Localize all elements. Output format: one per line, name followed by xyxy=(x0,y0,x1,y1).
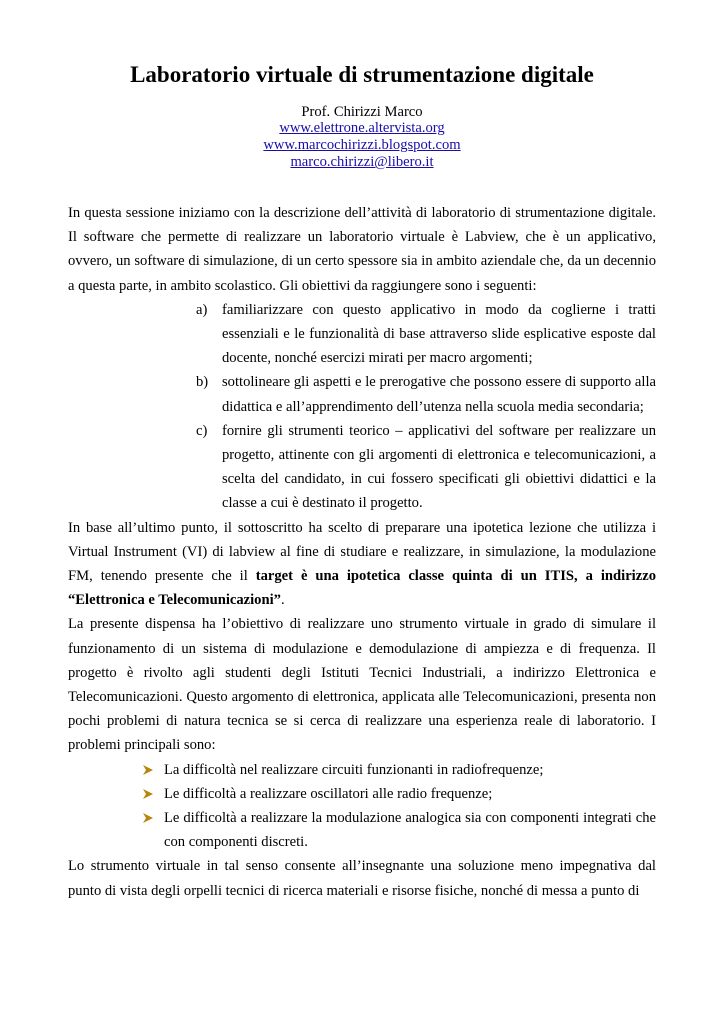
list-item xyxy=(164,758,656,782)
target-text-end: . xyxy=(280,592,285,609)
list-text: fornire gli strumenti teorico – applicativi del software per realizzare un progetto, attinente con gli argomenti di elettronica e telecomunicazioni, a scelta del candidato, in cui fossero specificati gli obiettivi didattici e la classe a cui è destinato il progetto. xyxy=(222,422,656,512)
list-item xyxy=(164,806,656,854)
list-item xyxy=(196,370,656,418)
list-text: familiarizzare con questo applicativo in modo da coglierne i tratti essenziali e le funzionalità di base attraverso slide esplicative esposte dal docente, nonché esercizi mirati per macro argomenti; xyxy=(222,301,656,367)
objectives-list xyxy=(68,298,656,516)
list-label: c) xyxy=(196,422,208,439)
list-item xyxy=(164,782,656,806)
target-text-start: In base all’ultimo punto, il sottoscritto ha scelto di preparare una ipotetica lezione che utilizza i Virtual Instrument (VI) di labview al fine di studiare e realizzare, in simulazione, la modulazione FM, tenendo presente che il xyxy=(68,519,656,585)
target-paragraph xyxy=(68,516,656,613)
author-name: Prof. Chirizzi Marco xyxy=(301,104,423,120)
arrow-bullet-icon xyxy=(142,788,154,800)
list-item xyxy=(196,298,656,371)
list-text: sottolineare gli aspetti e le prerogative che possono essere di supporto alla didattica e all’apprendimento dell’utenza nella scuola media secondaria; xyxy=(222,374,656,415)
arrow-bullet-icon xyxy=(142,764,154,776)
problems-list xyxy=(68,758,656,855)
closing-paragraph: Lo strumento virtuale in tal senso consente all’insegnante una soluzione meno impegnativa dal punto di vista degli orpelli tecnici di ricerca materiali e risorse fisiche, nonché di messa a punto di xyxy=(68,858,656,899)
arrow-bullet-icon xyxy=(142,812,154,824)
purpose-paragraph: La presente dispensa ha l’obiettivo di realizzare uno strumento virtuale in grado di simulare il funzionamento di un sistema di modulazione e demodulazione di ampiezza e di frequenza. Il progetto è rivolto agli studenti degli Istituti Tecnici Industriali, a indirizzo Elettronica e Telecomunicazioni. Questo argomento di elettronica, applicata alle Telecomunicazioni, presenta non pochi problemi di natura tecnica se si cerca di realizzare una esperienza reale di laboratorio. I problemi principali sono: xyxy=(68,616,656,754)
list-text: La difficoltà nel realizzare circuiti funzionanti in radiofrequenze; xyxy=(164,761,544,778)
list-text: Le difficoltà a realizzare oscillatori alle radio frequenze; xyxy=(164,785,493,802)
website-link-2[interactable]: www.marcochirizzi.blogspot.com xyxy=(263,137,461,153)
document-title: Laboratorio virtuale di strumentazione digitale xyxy=(130,62,594,87)
list-label: b) xyxy=(196,374,209,391)
intro-paragraph: In questa sessione iniziamo con la descrizione dell’attività di laboratorio di strumentazione digitale. Il software che permette di realizzare un laboratorio virtuale è Labview, che è un applicativo, ovvero, un software di simulazione, di un certo spessore sia in ambito aziendale che, da un decennio a questa parte, in ambito scolastico. Gli obiettivi da raggiungere sono i seguenti: xyxy=(68,205,656,294)
list-text: Le difficoltà a realizzare la modulazione analogica sia con componenti integrati che con componenti discreti. xyxy=(164,810,656,851)
list-label: a) xyxy=(196,301,208,318)
document-page xyxy=(68,60,656,903)
spacer xyxy=(68,171,656,201)
website-link-1[interactable]: www.elettrone.altervista.org xyxy=(279,120,445,136)
email-link[interactable]: marco.chirizzi@libero.it xyxy=(290,154,434,170)
list-item xyxy=(196,419,656,516)
target-text-bold: target è una ipotetica classe quinta di un ITIS, a indirizzo “Elettronica e Telecomunicazioni” xyxy=(68,568,656,609)
